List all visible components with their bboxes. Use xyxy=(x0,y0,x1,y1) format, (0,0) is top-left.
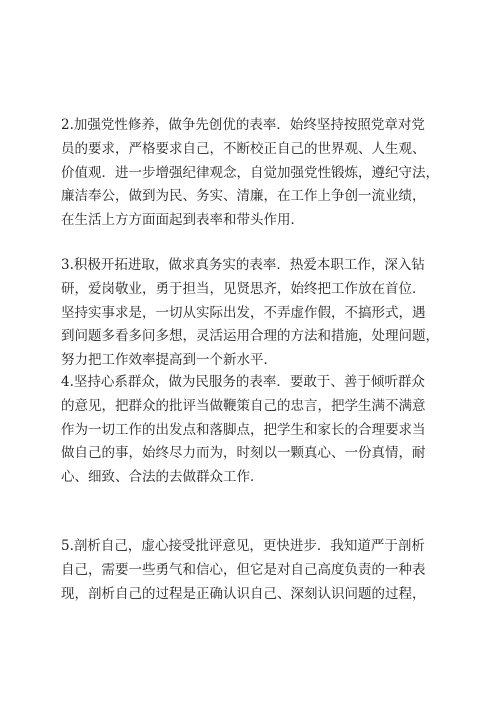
paragraph-3-enterprising xyxy=(61,254,441,373)
text-line: 做自己的事，始终尽力而为，时刻以一颗真心、一份真情，耐 xyxy=(61,445,426,462)
text-line: 努力把工作效率提高到一个新水平． xyxy=(61,352,277,369)
text-line: 坚持实事求是，一切从实际出发，不弄虚作假，不搞形式，遇 xyxy=(61,304,426,321)
text-line: 在生活上方方面面起到表率和带头作用． xyxy=(61,212,304,229)
paragraph-4-serve-the-people xyxy=(61,371,441,490)
text-line: 2.加强党性修养，做争先创优的表率．始终坚持按照党章对党 xyxy=(61,117,425,133)
paragraph-2-party-spirit xyxy=(61,114,441,233)
text-line: 心、细致、合法的去做群众工作． xyxy=(61,469,264,486)
text-line: 员的要求，严格要求自己，不断校正自己的世界观、人生观、 xyxy=(61,140,426,157)
text-line: 作为一切工作的出发点和落脚点，把学生和家长的合理要求当 xyxy=(61,421,426,438)
text-line: 现，剖析自己的过程是正确认识自己、深刻认识问题的过程， xyxy=(61,585,426,602)
text-line: 自己，需要一些勇气和信心，但它是对自己高度负责的一种表 xyxy=(61,561,426,578)
text-line: 到问题多看多问多想，灵活运用合理的方法和措施，处理问题， xyxy=(61,328,439,345)
paragraph-5-self-analysis xyxy=(61,535,441,606)
text-line: 的意见，把群众的批评当做鞭策自己的忠言，把学生满不满意 xyxy=(61,397,426,414)
text-line: 3.积极开拓进取，做求真务实的表率．热爱本职工作，深入钻 xyxy=(61,257,425,273)
text-line: 价值观．进一步增强纪律观念，自觉加强党性锻炼，遵纪守法， xyxy=(61,164,439,181)
text-line: 研，爱岗敬业，勇于担当，见贤思齐，始终把工作放在首位． xyxy=(61,280,426,297)
text-line: 4.坚持心系群众，做为民服务的表率．要敢于、善于倾听群众 xyxy=(61,374,425,390)
text-line: 廉洁奉公，做到为民、务实、清廉，在工作上争创一流业绩， xyxy=(61,188,426,205)
text-line: 5.剖析自己，虚心接受批评意见，更快进步．我知道严于剖析 xyxy=(61,538,425,554)
